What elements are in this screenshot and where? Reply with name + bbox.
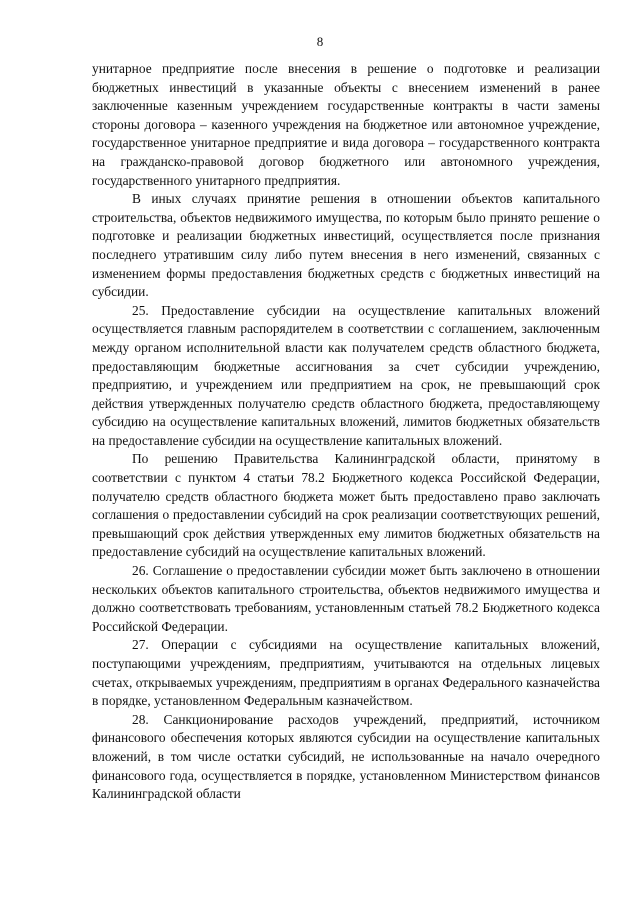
paragraph-government-decision: По решению Правительства Калининградской области, принятому в соответствии с пунктом 4 статьи 78.2 Бюджетного кодекса Российской Федерации, получателю средств областного бюджета может быть предоставлено право заключать соглашения о предоставлении субсидий на срок реализации соответствующих решений, превышающий срок действия утвержденных ему лимитов бюджетных обязательств на предоставление субсидий на осуществление капитальных вложений. xyxy=(92,451,600,560)
paragraph-other-cases: В иных случаях принятие решения в отношении объектов капитального строительства, объектов недвижимого имущества, по которым было принято решение о подготовке и реализации бюджетных инвестиций, осуществляется после признания последнего утратившим силу либо путем внесения в него изменений, связанных с изменением формы предоставления бюджетных средств с бюджетных инвестиций на субсидии. xyxy=(92,191,600,300)
document-body xyxy=(92,60,600,804)
paragraph-continuation: унитарное предприятие после внесения в решение о подготовке и реализации бюджетных инвестиций в указанные объекты с внесением изменений в ранее заключенные казенным учреждением государственные контракты в части замены стороны договора – казенного учреждения на бюджетное или автономное учреждение, государственное унитарное предприятие и вида договора – государственного контракта на гражданско-правовой договор бюджетного или автономного учреждения, государственного унитарного предприятия. xyxy=(92,61,600,188)
paragraph-item-27: 27. Операции с субсидиями на осуществление капитальных вложений, поступающими учреждениям, предприятиям, учитываются на отдельных лицевых счетах, открываемых учреждениям, предприятиям в органах Федерального казначейства в порядке, установленном Федеральным казначейством. xyxy=(92,637,600,709)
paragraph-item-25: 25. Предоставление субсидии на осуществление капитальных вложений осуществляется главным распорядителем в соответствии с соглашением, заключенным между органом исполнительной власти как получателем средств областного бюджета, предоставляющим бюджетные ассигнования за счет субсидии учреждению, предприятию, и учреждением или предприятием на срок, не превышающий срок действия утвержденных получателю средств областного бюджета, предоставляющему субсидию на осуществление капитальных вложений, лимитов бюджетных обязательств на предоставление субсидии на осуществление капитальных вложений. xyxy=(92,302,600,448)
paragraph-item-28: 28. Санкционирование расходов учреждений, предприятий, источником финансового обеспечения которых являются субсидии на осуществление капитальных вложений, в том числе остатки субсидий, не использованные на начало очередного финансового года, осуществляется в порядке, установленном Министерством финансов Калининградской области xyxy=(92,711,600,802)
paragraph-item-26: 26. Соглашение о предоставлении субсидии может быть заключено в отношении нескольких объектов капитального строительства, объектов недвижимого имущества и должно соответствовать требованиям, установленным статьей 78.2 Бюджетного кодекса Российской Федерации. xyxy=(92,563,600,634)
page-number: 8 xyxy=(316,34,324,49)
